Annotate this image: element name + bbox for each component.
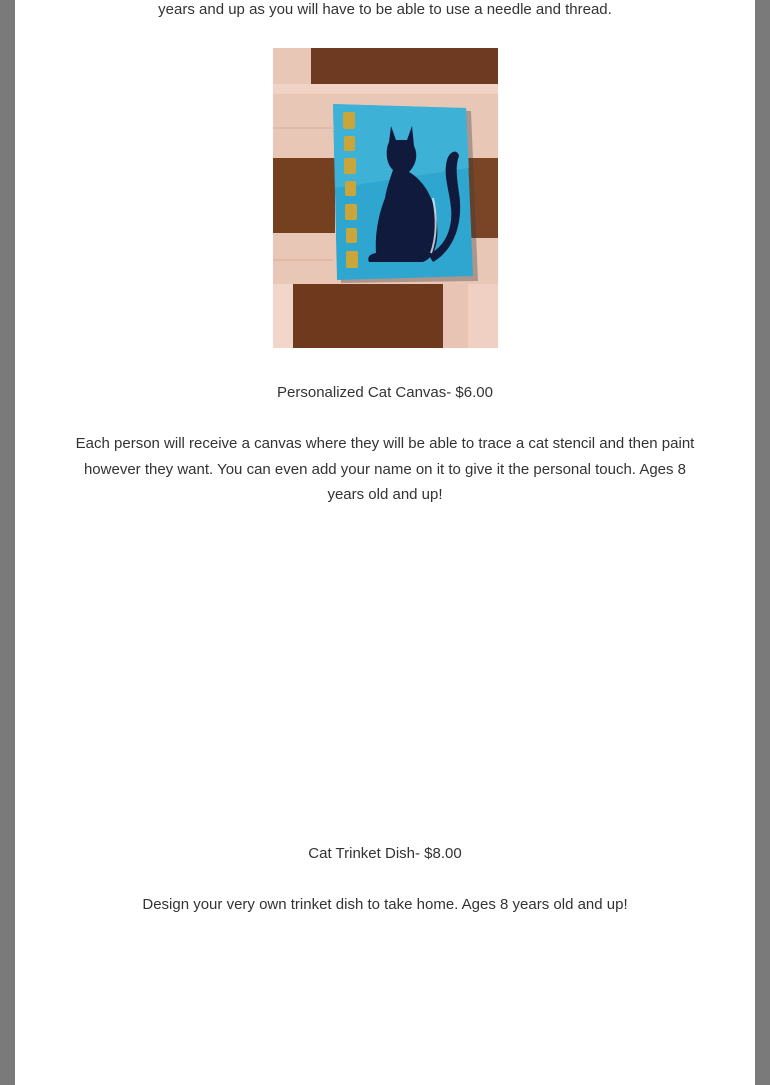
cat-canvas-photo xyxy=(273,48,498,348)
product-title-trinket-dish: Cat Trinket Dish- $8.00 xyxy=(308,845,462,862)
product-description-cat-canvas: Each person will receive a canvas where they will be able to trace a cat stencil and then paint however they want. You can even add your name on it to give it the personal touch. Ages 8 years old and up! xyxy=(75,435,695,503)
page-content xyxy=(15,0,755,1085)
product-description-trinket-dish: Design your very own trinket dish to take home. Ages 8 years old and up! xyxy=(142,896,628,913)
product-title-cat-canvas: Personalized Cat Canvas- $6.00 xyxy=(277,384,493,401)
intro-text: years and up as you will have to be able to use a needle and thread. xyxy=(158,1,612,18)
